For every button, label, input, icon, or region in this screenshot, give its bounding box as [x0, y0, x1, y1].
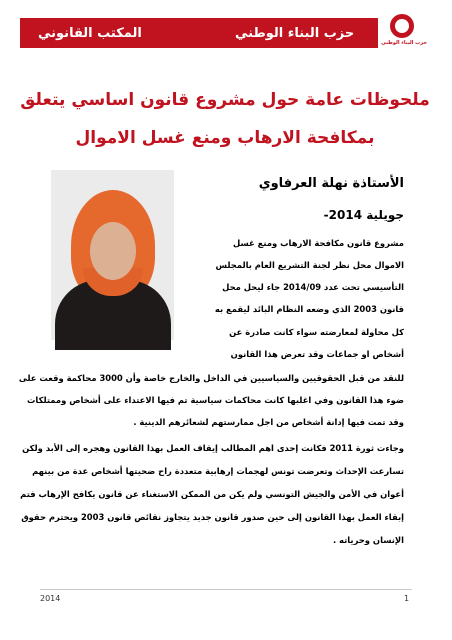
document-title-line-1: ملحوظات عامة حول مشروع قانون اساسي يتعلق — [20, 90, 430, 110]
party-name: حزب البناء الوطني — [235, 26, 355, 41]
photo-face — [90, 222, 136, 280]
body-line: إبقاء العمل بهذا القانون إلى حين صدور قانون جديد يتجاوز نقائص قانون 2003 ويحترم حقوق — [21, 512, 404, 522]
party-logo — [378, 10, 430, 54]
document-title-line-2: بمكافحة الارهاب ومنع غسل الاموال — [75, 128, 375, 148]
body-line: قانون 2003 الذي وضعه النظام البائد ليقمع به — [214, 304, 404, 314]
footer-divider — [40, 589, 412, 590]
body-line: وجاءت ثورة 2011 فكانت إحدى اهم المطالب إيقاف العمل بهذا القانون وهجره إلى الأبد ولكن — [22, 443, 404, 453]
page-header — [20, 10, 430, 54]
body-line: الإنسان وحرياته . — [332, 535, 404, 545]
body-line: كل محاولة لمعارضته سواء كانت صادرة عن — [229, 327, 404, 337]
body-line: للنقد من قبل الحقوقيين والسياسيين في الداخل والخارج خاصة وأن 3000 محاكمة وقعت على — [18, 373, 404, 383]
footer-year: 2014 — [40, 594, 61, 603]
body-line: ضوء هذا القانون وفي اغلبها كانت محاكمات سياسية تم فيها الاعتداء على أشخاص وممتلكات — [27, 395, 404, 405]
body-line: التأسيسي تحت عدد 2014/09 جاء ليحل محل — [222, 282, 404, 292]
author-photo — [51, 170, 174, 340]
body-line: أعوان في الأمن والجيش التونسي ولم يكن من الممكن الاستغناء عن قانون يكافح الإرهاب فتم — [20, 489, 404, 499]
author-name: الأستاذة نهلة العرفاوي — [258, 176, 404, 191]
body-line: الاموال محل نظر لجنة التشريع العام بالمجلس — [215, 260, 404, 270]
office-name: المكتب القانوني — [38, 26, 142, 41]
body-line: وقد تمت فيها إدانة أشخاص من اجل ممارستهم لشعائرهم الدينية . — [133, 417, 404, 427]
body-line: تسارعت الإحداث وتعرضت تونس لهجمات إرهابية متعددة راح ضحيتها أشخاص عدة من بينهم — [32, 466, 404, 476]
logo-text: حزب البناء الوطني — [381, 40, 427, 46]
logo-sun-icon — [395, 19, 409, 33]
document-date: جويلية 2014- — [323, 208, 404, 222]
page-number: 1 — [404, 594, 410, 603]
body-line: مشروع قانون مكافحة الارهاب ومنع غسل — [233, 238, 404, 248]
body-line: أشخاص او جماعات وقد تعرض هذا القانون — [230, 349, 404, 359]
